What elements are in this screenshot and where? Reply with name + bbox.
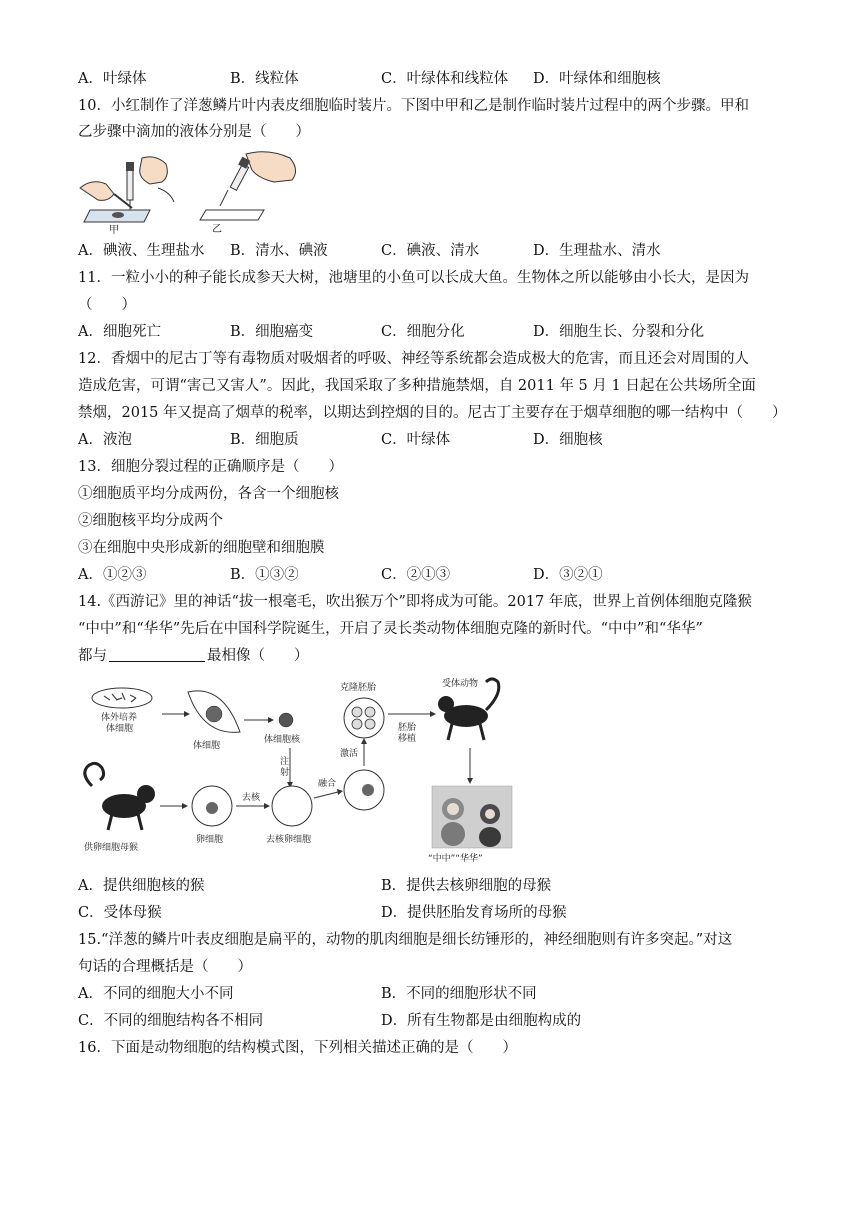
- q12-option-d: D．细胞核: [533, 432, 603, 448]
- step-yi-illustration: [200, 152, 296, 220]
- label-babies: “中中”“华华”: [428, 854, 483, 864]
- q14-option-b: B．提供去核卵细胞的母猴: [381, 878, 552, 894]
- label-embryo: 克隆胚胎: [340, 683, 377, 693]
- somatic-nucleus-icon: [279, 713, 293, 727]
- clone-embryo-icon: [344, 698, 384, 738]
- q11-option-b: B．细胞癌变: [230, 324, 314, 340]
- q12-option-b: B．细胞质: [230, 432, 299, 448]
- q11-option-c: C．细胞分化: [381, 324, 465, 340]
- q12-stem-line-2: 造成危害，可谓“害己又害人”。因此，我国采取了多种措施禁烟，自 2011 年 5 月 1 日起在公共场所全面: [78, 378, 756, 394]
- label-enucleate: 去核: [242, 793, 261, 803]
- label-culture: 体外培养体细胞: [101, 713, 138, 734]
- q14-stem-suffix: 最相像（ ）: [207, 648, 309, 664]
- q13-item-1: ①细胞质平均分成两份，各含一个细胞核: [78, 486, 339, 502]
- label-enucleated-egg: 去核卵细胞: [266, 835, 312, 845]
- q9-option-b: B．线粒体: [230, 71, 299, 87]
- q11-option-a: A．细胞死亡: [78, 324, 161, 340]
- q9-option-c: C．叶绿体和线粒体: [381, 71, 509, 87]
- q11-option-d: D．细胞生长、分裂和分化: [533, 324, 705, 340]
- q14-stem-line-2: “中中”和“华华”先后在中国科学院诞生，开启了灵长类动物体细胞克隆的新时代。“中中”和“华华”: [78, 621, 703, 637]
- label-yi: 乙: [212, 224, 222, 235]
- label-transfer-2: 移植: [398, 734, 417, 744]
- q15-option-d: D．所有生物都是由细胞构成的: [381, 1013, 582, 1029]
- q15-option-c: C．不同的细胞结构各不相同: [78, 1013, 264, 1029]
- q13-option-d: D．③②①: [533, 567, 603, 583]
- q13-item-3: ③在细胞中央形成新的细胞壁和细胞膜: [78, 540, 325, 556]
- q10-option-b: B．清水、碘液: [230, 243, 328, 259]
- q13-option-a: A．①②③: [78, 567, 147, 583]
- q10-stem-line-2: 乙步骤中滴加的液体分别是（ ）: [78, 124, 310, 140]
- q12-stem-line-1: 12．香烟中的尼古丁等有毒物质对吸烟者的呼吸、神经等系统都会造成极大的危害，而且还会对周围的人: [78, 351, 749, 367]
- label-fuse: 融合: [318, 779, 337, 789]
- q14-option-c: C．受体母猴: [78, 905, 162, 921]
- label-somatic: 体细胞: [193, 741, 221, 751]
- q15-stem-line-1: 15.“洋葱的鳞片叶表皮细胞是扁平的，动物的肌肉细胞是细长纺锤形的，神经细胞则有许多突起。”对这: [78, 932, 733, 948]
- donor-monkey-icon: [85, 763, 155, 830]
- q9-option-a: A．叶绿体: [78, 71, 147, 87]
- q15-stem-line-2: 句话的合理概括是（ ）: [78, 959, 252, 975]
- answer-blank: [109, 647, 205, 662]
- label-egg: 卵细胞: [196, 835, 224, 845]
- q10-option-a: A．碘液、生理盐水: [78, 243, 205, 259]
- label-donor: 供卵细胞母猴: [84, 843, 139, 853]
- slide-preparation-figure: [78, 148, 308, 236]
- q15-option-b: B．不同的细胞形状不同: [381, 986, 537, 1002]
- q10-option-c: C．碘液、清水: [381, 243, 480, 259]
- label-activate: 激活: [340, 749, 359, 759]
- q13-stem: 13．细胞分裂过程的正确顺序是（ ）: [78, 459, 343, 475]
- label-inject-1: 注: [280, 757, 290, 767]
- q13-item-2: ②细胞核平均分成两个: [78, 513, 223, 529]
- q14-stem-prefix: 都与: [78, 648, 107, 664]
- q11-stem-line-1: 11．一粒小小的种子能长成参天大树，池塘里的小鱼可以长成大鱼。生物体之所以能够由小长大，是因为: [78, 270, 749, 286]
- q13-option-c: C．②①③: [381, 567, 451, 583]
- q12-option-a: A．液泡: [78, 432, 132, 448]
- q14-stem-line-1: 14.《西游记》里的神话“拔一根毫毛，吹出猴万个”即将成为可能。2017 年底，世界上首例体细胞克隆猴: [78, 594, 752, 610]
- label-jia: 甲: [109, 225, 119, 236]
- q12-option-c: C．叶绿体: [381, 432, 451, 448]
- q9-option-d: D．叶绿体和细胞核: [533, 71, 661, 87]
- q12-stem-line-3: 禁烟，2015 年又提高了烟草的税率，以期达到控烟的目的。尼古丁主要存在于烟草细胞的哪一结构中（ ）: [78, 405, 787, 421]
- q15-option-a: A．不同的细胞大小不同: [78, 986, 234, 1002]
- label-nucleus: 体细胞核: [264, 735, 301, 745]
- label-inject-2: 射: [280, 768, 290, 778]
- q14-option-a: A．提供细胞核的猴: [78, 878, 205, 894]
- cloning-process-figure: [78, 674, 518, 866]
- q14-stem-line-3: [78, 646, 309, 666]
- step-jia-illustration: [80, 157, 174, 222]
- q11-stem-line-2: （ ）: [78, 297, 136, 313]
- enucleated-egg-icon: [272, 786, 312, 826]
- label-recipient: 受体动物: [442, 679, 479, 689]
- q14-option-d: D．提供胚胎发育场所的母猴: [381, 905, 567, 921]
- q16-stem: 16．下面是动物细胞的结构模式图，下列相关描述正确的是（ ）: [78, 1040, 517, 1056]
- label-transfer-1: 胚胎: [398, 723, 417, 733]
- q10-option-d: D．生理盐水、清水: [533, 243, 661, 259]
- q13-option-b: B．①③②: [230, 567, 299, 583]
- q10-stem-line-1: 10．小红制作了洋葱鳞片叶内表皮细胞临时装片。下图中甲和乙是制作临时装片过程中的两个步骤。甲和: [78, 98, 749, 114]
